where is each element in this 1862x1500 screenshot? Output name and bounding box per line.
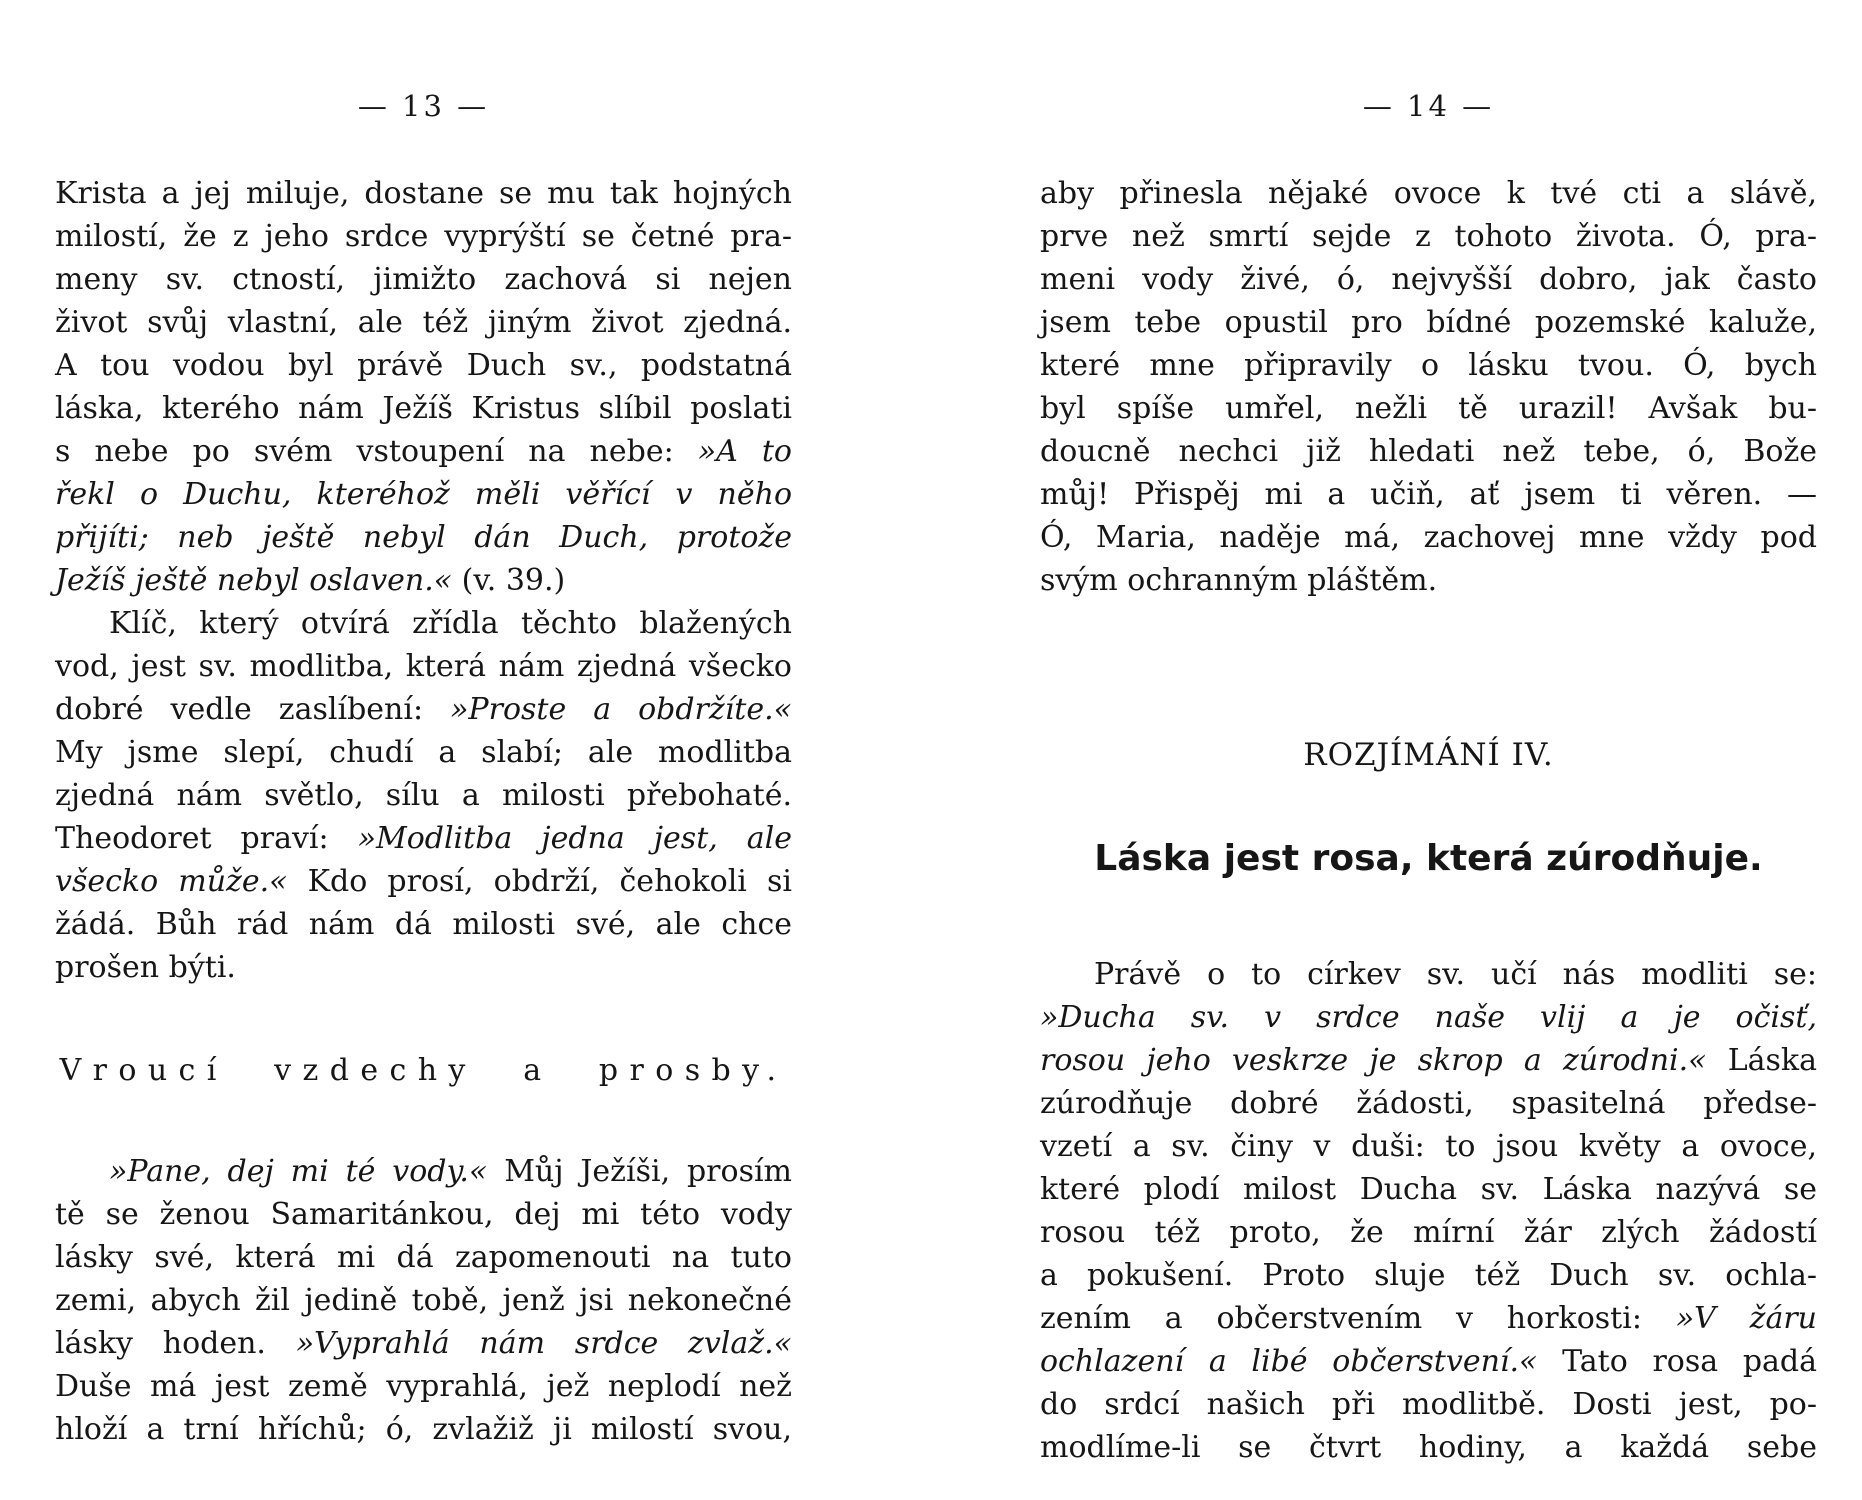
text-segment: Můj Ježíši, prosím [487,1154,793,1189]
text-line [55,860,792,903]
text-line [55,301,792,344]
italic-text-segment: všecko může.« [55,864,288,899]
text-line [1040,1082,1817,1125]
text-line [55,1193,792,1236]
text-segment: lásky hoden. [55,1326,296,1361]
text-segment: dobré vedle zaslíbení: [55,692,451,727]
text-segment: které mne připravily o lásku tvou. Ó, bych [1040,348,1817,383]
page-number-left: — 13 — [357,89,490,123]
text-segment: A tou vodou byl právě Duch sv., podstatná [55,348,792,383]
text-segment: a pokušení. Proto sluje též Duch sv. ochla- [1040,1258,1817,1293]
text-line [1040,344,1817,387]
text-segment: zjedná nám světlo, sílu a milosti přebohaté. [55,778,792,813]
text-line [55,1279,792,1322]
text-segment: jsem tebe opustil pro bídné pozemské kaluže, [1040,305,1817,340]
italic-text-segment: rosou jeho veskrze je skrop a zúrodni.« [1040,1043,1707,1078]
text-line [1040,996,1817,1039]
text-segment: Klíč, který otvírá zřídla těchto blažených [109,606,792,641]
text-segment: prve než smrtí sejde z tohoto života. Ó, pra- [1040,219,1817,254]
text-line [55,473,792,516]
italic-text-segment: Ježíš ještě nebyl oslaven.« [55,563,453,598]
text-segment: láska, kterého nám Ježíš Kristus slíbil poslati [55,391,792,426]
italic-text-segment: přijíti; neb ještě nebyl dán Duch, protože [55,520,792,555]
text-segment: vzetí a sv. činy v duši: to jsou květy a ovoce, [1040,1129,1817,1164]
text-segment: lásky své, která mi dá zapomenouti na tuto [55,1240,792,1275]
text-segment: Tato rosa padá [1537,1344,1817,1379]
text-line [55,645,792,688]
text-segment: hloží a trní hříchů; ó, zvlažiž ji milostí svou, [55,1412,792,1447]
title-heading: Láska jest rosa, která zúrodňuje. [1094,838,1763,879]
text-line [1040,430,1817,473]
text-segment: modlíme-li se čtvrt hodiny, a každá sebe [1040,1430,1817,1465]
italic-text-segment: »V žáru [1675,1301,1817,1336]
text-line [1040,301,1817,344]
text-line [1040,1297,1817,1340]
text-segment: které plodí milost Ducha sv. Láska nazývá se [1040,1172,1817,1207]
text-line [55,430,792,473]
text-segment: svým ochranným pláštěm. [1040,563,1438,598]
text-line [1040,1340,1817,1383]
text-line [55,1408,792,1451]
text-segment: meni vody živé, ó, nejvyšší dobro, jak často [1040,262,1817,297]
page-body-left [55,172,792,1451]
text-line [55,559,792,602]
text-line [1040,473,1817,516]
text-segment: rosou též proto, že mírní žár zlých žádostí [1040,1215,1817,1250]
spaced-heading: Vroucí vzdechy a prosby. [59,1053,788,1088]
text-line [55,774,792,817]
text-segment: zúrodňuje dobré žádosti, spasitelná předse- [1040,1086,1817,1121]
italic-text-segment: řekl o Duchu, kteréhož měli věřící v něho [55,477,792,512]
text-line [55,344,792,387]
text-line [1040,215,1817,258]
text-segment: tě se ženou Samaritánkou, dej mi této vody [55,1197,792,1232]
text-line [55,602,792,645]
text-segment: vod, jest sv. modlitba, která nám zjedná všecko [55,649,792,684]
text-line [55,258,792,301]
text-line [55,1365,792,1408]
text-segment: aby přinesla nějaké ovoce k tvé cti a slávě, [1040,176,1817,211]
text-segment: zemi, abych žil jedině tobě, jenž jsi nekonečné [55,1283,792,1318]
italic-text-segment: »Pane, dej mi té vody.« [109,1154,488,1189]
text-line [1040,1426,1817,1469]
text-line [55,946,792,989]
text-segment: Ó, Maria, naděje má, zachovej mne vždy pod [1040,520,1817,555]
text-line [1040,516,1817,559]
paragraph [55,1150,792,1451]
italic-text-segment: »Proste a obdržíte.« [450,692,792,727]
text-segment: byl spíše umřel, nežli tě urazil! Avšak bu- [1040,391,1817,426]
text-segment: Láska [1706,1043,1817,1078]
text-segment: život svůj vlastní, ale též jiným život zjedná. [55,305,792,340]
text-line [55,1322,792,1365]
text-line [1040,1383,1817,1426]
text-line [55,903,792,946]
italic-text-segment: »A to [697,434,792,469]
text-segment: s nebe po svém vstoupení na nebe: [55,434,698,469]
text-segment: můj! Přispěj mi a učiň, ať jsem ti věren. — [1040,477,1817,512]
text-line [1040,559,1817,602]
chapter-heading: ROZJÍMÁNÍ IV. [1303,737,1554,773]
text-line [55,731,792,774]
text-segment: Duše má jest země vyprahlá, jež neplodí než [55,1369,792,1404]
paragraph [1040,953,1817,1469]
text-line [55,1236,792,1279]
text-line [55,1150,792,1193]
text-segment: zením a občerstvením v horkosti: [1040,1301,1676,1336]
text-line [55,817,792,860]
text-line [55,172,792,215]
paragraph [1040,172,1817,602]
paragraph [55,172,792,989]
page-body-right [1040,172,1817,1469]
text-line [1040,1211,1817,1254]
italic-text-segment: »Ducha sv. v srdce naše vlij a je očisť, [1040,1000,1817,1035]
text-segment: do srdcí našich při modlitbě. Dosti jest, po- [1040,1387,1817,1422]
text-line [55,215,792,258]
text-line [1040,1125,1817,1168]
italic-text-segment: »Vyprahlá nám srdce zvlaž.« [295,1326,792,1361]
text-segment: Theodoret praví: [55,821,358,856]
text-segment: prošen býti. [55,950,236,985]
text-line [1040,953,1817,996]
text-line [1040,1039,1817,1082]
text-segment: (v. 39.) [452,563,566,598]
text-segment: Kdo prosí, obdrží, čehokoli si [287,864,792,899]
page-number-right: — 14 — [1362,89,1495,123]
text-segment: My jsme slepí, chudí a slabí; ale modlitba [55,735,792,770]
text-line [1040,258,1817,301]
text-line [1040,1168,1817,1211]
page-14 [1040,0,1817,1469]
text-segment: meny sv. ctností, jimižto zachová si nejen [55,262,792,297]
page-13 [55,0,792,1451]
italic-text-segment: »Modlitba jedna jest, ale [357,821,793,856]
text-segment: Právě o to církev sv. učí nás modliti se: [1094,957,1817,992]
text-segment: Krista a jej miluje, dostane se mu tak hojných [55,176,792,211]
text-line [1040,1254,1817,1297]
text-line [1040,387,1817,430]
text-segment: milostí, že z jeho srdce vyprýští se četné pra- [55,219,792,254]
text-segment: doucně nechci již hledati než tebe, ó, Bože [1040,434,1817,469]
text-segment: žádá. Bůh rád nám dá milosti své, ale chce [55,907,792,942]
text-line [55,387,792,430]
italic-text-segment: ochlazení a libé občerstvení.« [1040,1344,1538,1379]
text-line [1040,172,1817,215]
text-line [55,688,792,731]
text-line [55,516,792,559]
